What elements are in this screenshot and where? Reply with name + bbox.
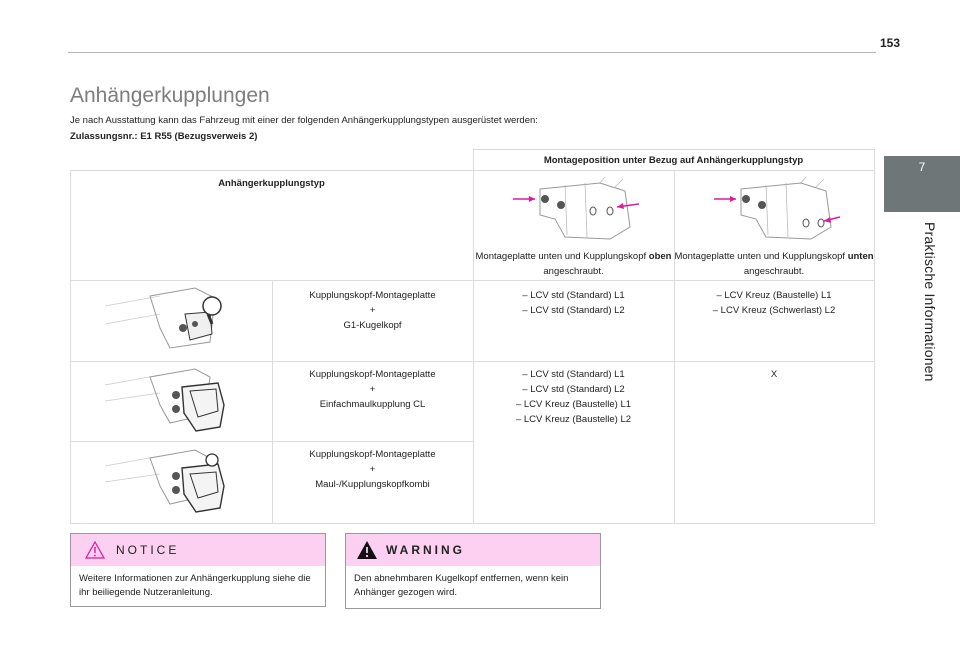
intro-text: Je nach Ausstattung kann das Fahrzeug mit einer der folgenden Anhängerkupplungstypen ausgerüstet werden: — [70, 115, 538, 126]
combi-coupling-illustration — [100, 446, 240, 518]
warning-title: WARNING — [386, 543, 465, 557]
warning-box — [345, 533, 601, 609]
page-title: Anhängerkupplungen — [70, 84, 270, 107]
chapter-label: Praktische Informationen — [922, 222, 938, 382]
notice-title: NOTICE — [116, 543, 180, 557]
notice-box — [70, 533, 326, 607]
page-number: 153 — [879, 36, 900, 50]
row1-bottom-list: – LCV Kreuz (Baustelle) L1 – LCV Kreuz (Schwerlast) L2 — [712, 290, 836, 316]
warning-triangle-outline-icon — [85, 541, 105, 559]
row1-coupling-type: Kupplungskopf-Montageplatte + G1-Kugelkopf — [309, 290, 436, 331]
row2-bottom-value: X — [770, 369, 778, 380]
warning-text: Den abnehmbaren Kugelkopf entfernen, wenn kein Anhänger gezogen wird. — [354, 573, 569, 598]
jaw-coupling-illustration — [100, 365, 240, 437]
header-coupling-type: Anhängerkupplungstyp — [218, 178, 325, 189]
header-mounting-position: Montageposition unter Bezug auf Anhängerkupplungstyp — [543, 155, 804, 166]
notice-text: Weitere Informationen zur Anhängerkupplung siehe die ihr beiliegende Nutzeranleitung. — [79, 573, 311, 598]
row3-coupling-type: Kupplungskopf-Montageplatte + Maul-/Kupplungskopfkombi — [309, 449, 436, 490]
warning-header — [346, 534, 600, 566]
warning-triangle-filled-icon — [356, 540, 378, 560]
approval-number: Zulassungsnr.: E1 R55 (Bezugsverweis 2) — [70, 131, 258, 142]
mounting-top-caption: Montageplatte unten und Kupplungskopf oben angeschraubt. — [475, 251, 672, 277]
header-rule — [68, 52, 876, 53]
mounting-bottom-caption: Montageplatte unten und Kupplungskopf unten angeschraubt. — [674, 251, 874, 277]
row1-top-list: – LCV std (Standard) L1 – LCV std (Standard) L2 — [522, 290, 625, 316]
coupling-table — [70, 149, 875, 524]
ball-coupling-illustration — [100, 284, 240, 354]
chapter-tab-number: 7 — [918, 160, 926, 174]
row2-top-list: – LCV std (Standard) L1 – LCV std (Standard) L2 – LCV Kreuz (Baustelle) L1 – LCV Kreuz (Baustelle) L2 — [515, 369, 632, 425]
mounting-bottom-illustration — [706, 177, 846, 247]
row2-coupling-type: Kupplungskopf-Montageplatte + Einfachmaulkupplung CL — [309, 369, 436, 410]
mounting-top-illustration — [505, 177, 645, 247]
notice-header — [71, 534, 325, 566]
